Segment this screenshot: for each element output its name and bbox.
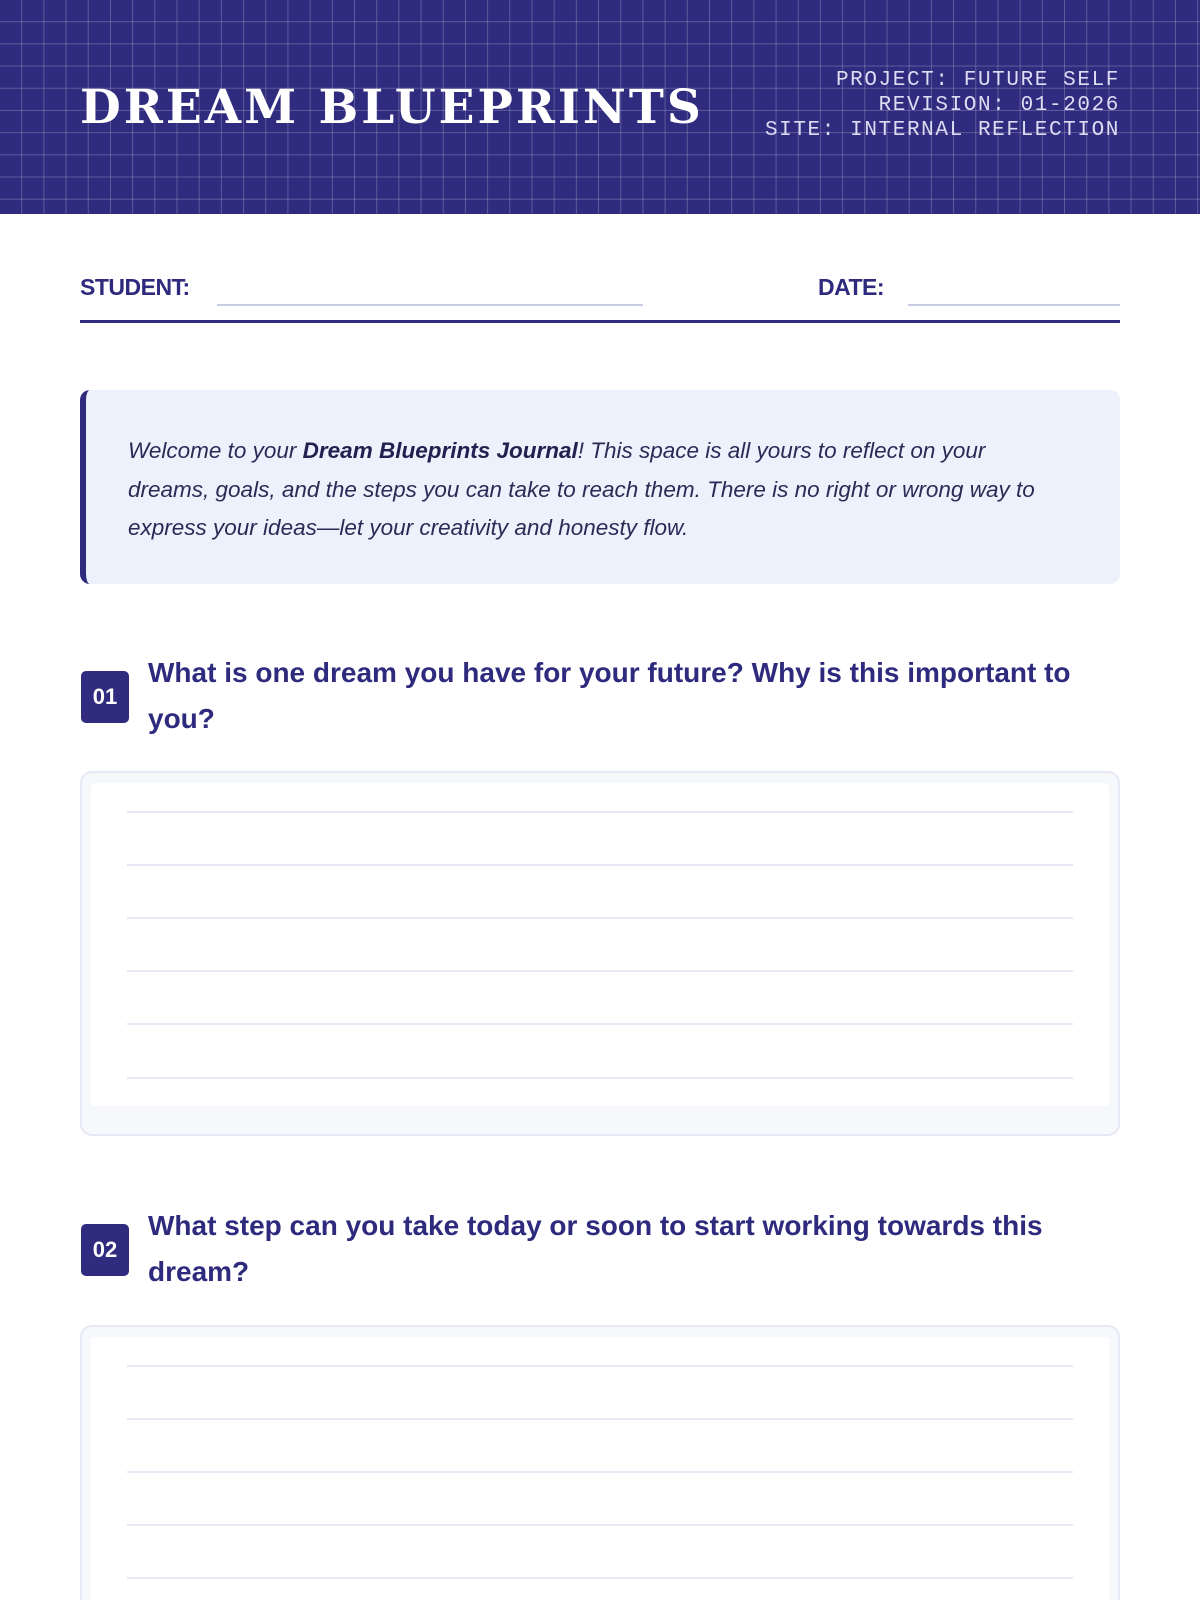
question-number-badge: 02	[81, 1224, 129, 1276]
question-number-badge: 01	[81, 671, 129, 723]
writing-line	[127, 864, 1073, 866]
student-label: STUDENT:	[80, 274, 190, 300]
writing-line	[127, 970, 1073, 972]
intro-callout	[80, 390, 1120, 584]
student-date-row	[80, 266, 1120, 324]
writing-line	[127, 1023, 1073, 1025]
intro-prefix: Welcome to your	[128, 438, 303, 463]
writing-line	[127, 1524, 1073, 1526]
intro-suffix: ! This space is all yours to reflect on your dreams, goals, and the steps you can take to reach them. There is no right or wrong way to express your ideas—let your creativity and honesty flow.	[128, 438, 1035, 540]
writing-line	[127, 1471, 1073, 1473]
writing-line	[127, 917, 1073, 919]
header-divider	[80, 320, 1120, 323]
intro-text	[128, 432, 1070, 548]
writing-line	[127, 1365, 1073, 1367]
writing-line	[127, 1418, 1073, 1420]
answer-writing-area	[91, 1337, 1109, 1600]
question-text: What step can you take today or soon to start working towards this dream?	[148, 1210, 1043, 1287]
student-input-line[interactable]	[217, 304, 643, 306]
answer-box[interactable]	[80, 1325, 1120, 1600]
question-text: What is one dream you have for your future? Why is this important to you?	[148, 657, 1071, 734]
writing-line	[127, 811, 1073, 813]
header-banner	[0, 0, 1200, 214]
answer-writing-area	[91, 783, 1109, 1106]
page-title: DREAM BLUEPRINTS	[80, 80, 704, 135]
date-input-line[interactable]	[908, 304, 1120, 306]
meta-site: SITE: INTERNAL REFLECTION	[764, 119, 1120, 142]
writing-line	[127, 1077, 1073, 1079]
meta-project: PROJECT: FUTURE SELF	[835, 69, 1120, 92]
answer-box[interactable]	[80, 771, 1120, 1136]
project-meta	[765, 68, 1120, 143]
writing-line	[127, 1577, 1073, 1579]
date-label: DATE:	[818, 274, 885, 300]
intro-journal-name: Dream Blueprints Journal	[302, 438, 578, 463]
meta-revision: REVISION: 01-2026	[878, 94, 1120, 117]
